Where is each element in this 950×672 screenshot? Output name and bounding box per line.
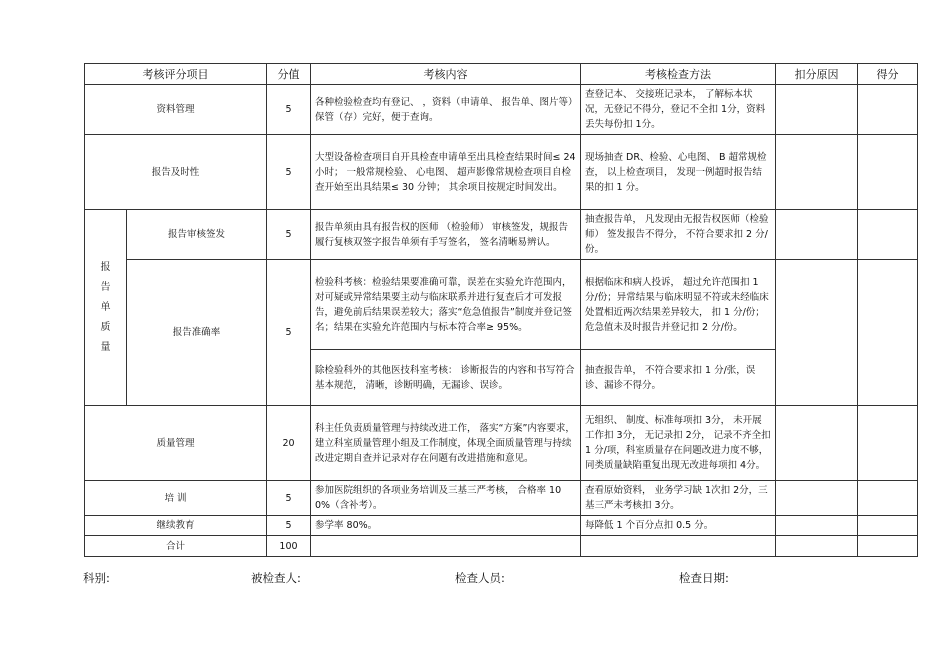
row-item-label: 培 训 [85, 481, 267, 516]
points-cell[interactable] [858, 536, 918, 557]
col-header-deduct-reason: 扣分原因 [776, 64, 858, 85]
deduct-reason-cell[interactable] [776, 481, 858, 516]
row-item-label: 报告及时性 [85, 135, 267, 210]
total-row [85, 536, 918, 557]
total-content-cell [311, 536, 581, 557]
table-row [85, 85, 918, 135]
deduct-reason-cell[interactable] [776, 516, 858, 536]
row-method: 无组织、 制度、标准每项扣 3分， 未开展工作扣 3分， 无记录扣 2分， 记录不齐全扣 1 分/项，科室质量存在问题改进力度不够， 同类质量缺陷重复出现无改进每项扣 4分。 [581, 406, 776, 481]
row-score: 5 [267, 210, 311, 260]
points-cell[interactable] [858, 135, 918, 210]
table-row [85, 406, 918, 481]
row-method: 查登记本、 交接班记录本， 了解标本状况，无登记不得分，登记不全扣 1分，资料丢失每份扣 1分。 [581, 85, 776, 135]
group-label-char: 单 [100, 301, 111, 313]
footer-inspector-label: 检查人员: [455, 571, 505, 585]
header-row [85, 64, 918, 85]
footer-date-label: 检查日期: [679, 571, 729, 585]
footer-dept-label: 科别: [83, 571, 110, 585]
row-score: 5 [267, 481, 311, 516]
row-item-label: 报告准确率 [127, 260, 267, 406]
table-row [85, 210, 918, 260]
row-content: 检验科考核：检验结果要准确可靠，误差在实验允许范围内， 对可疑或异常结果要主动与临床联系并进行复查后才可发报告，避免前后结果误差较大；落实“危急值报告”制度并登记签名；结果在实验允许范围内与标本符合率≥ 95%。 [311, 260, 581, 350]
row-score: 5 [267, 260, 311, 406]
table-row [85, 135, 918, 210]
points-cell[interactable] [858, 85, 918, 135]
points-cell[interactable] [858, 260, 918, 406]
table-row [85, 481, 918, 516]
table-row [85, 260, 918, 350]
col-header-item: 考核评分项目 [85, 64, 267, 85]
row-score: 5 [267, 516, 311, 536]
points-cell[interactable] [858, 210, 918, 260]
row-item-label: 报告审核签发 [127, 210, 267, 260]
row-content: 各种检验检查均有登记、 ，资料（申请单、 报告单、图片等）保管（存）完好，便于查询。 [311, 85, 581, 135]
evaluation-table [84, 63, 918, 557]
deduct-reason-cell[interactable] [776, 85, 858, 135]
row-score: 20 [267, 406, 311, 481]
group-label-char: 报 [100, 261, 111, 273]
row-score: 5 [267, 85, 311, 135]
col-header-method: 考核检查方法 [581, 64, 776, 85]
row-item-label: 继续教育 [85, 516, 267, 536]
col-header-score: 分值 [267, 64, 311, 85]
row-method: 抽查报告单， 凡发现由无报告权医师（检验师） 签发报告不得分， 不符合要求扣 2 分/份。 [581, 210, 776, 260]
col-header-content: 考核内容 [311, 64, 581, 85]
table-row [85, 516, 918, 536]
row-content: 参学率 80%。 [311, 516, 581, 536]
group-label-char: 告 [100, 281, 111, 293]
row-item-label: 资料管理 [85, 85, 267, 135]
row-content: 除检验科外的其他医技科室考核： 诊断报告的内容和书写符合基本规范， 清晰，诊断明确，无漏诊、误诊。 [311, 350, 581, 406]
group-label-char: 质 [100, 321, 111, 333]
row-content: 参加医院组织的各项业务培训及三基三严考核， 合格率 100%（含补考）。 [311, 481, 581, 516]
points-cell[interactable] [858, 516, 918, 536]
row-method: 查看原始资料， 业务学习缺 1次扣 2分，三基三严未考核扣 3分。 [581, 481, 776, 516]
row-content: 科主任负责质量管理与持续改进工作， 落实“方案”内容要求，建立科室质量管理小组及工作制度，体现全面质量管理与持续改进定期自查并记录对存在问题有改进措施和意见。 [311, 406, 581, 481]
col-header-points: 得分 [858, 64, 918, 85]
deduct-reason-cell[interactable] [776, 260, 858, 406]
footer-inspected-label: 被检查人: [251, 571, 301, 585]
total-label: 合计 [85, 536, 267, 557]
deduct-reason-cell[interactable] [776, 536, 858, 557]
deduct-reason-cell[interactable] [776, 135, 858, 210]
row-method: 抽查报告单， 不符合要求扣 1 分/张，误诊、漏诊不得分。 [581, 350, 776, 406]
total-score: 100 [267, 536, 311, 557]
deduct-reason-cell[interactable] [776, 210, 858, 260]
row-method: 根据临床和病人投诉， 超过允许范围扣 1 分/份；异常结果与临床明显不符或未经临床处置相近两次结果差异较大， 扣 1 分/份；危急值未及时报告并登记扣 2 分/份。 [581, 260, 776, 350]
points-cell[interactable] [858, 481, 918, 516]
deduct-reason-cell[interactable] [776, 406, 858, 481]
group-label-char: 量 [100, 341, 111, 353]
row-content: 大型设备检查项目自开具检查申请单至出具检查结果时间≤ 24 小时； 一般常规检验、 心电图、 超声影像常规检查项目自检查开始至出具结果≤ 30 分钟； 其余项目按规定时间发出。 [311, 135, 581, 210]
row-method: 现场抽查 DR、检验、心电图、 B 超常规检查， 以上检查项目， 发现一例超时报告结果的扣 1 分。 [581, 135, 776, 210]
total-method-cell [581, 536, 776, 557]
points-cell[interactable] [858, 406, 918, 481]
row-method: 每降低 1 个百分点扣 0.5 分。 [581, 516, 776, 536]
row-content: 报告单须由具有报告权的医师 （检验师） 审核签发，规报告履行复核双签字报告单须有手写签名， 签名清晰易辨认。 [311, 210, 581, 260]
row-item-label: 质量管理 [85, 406, 267, 481]
row-score: 5 [267, 135, 311, 210]
group-label-report-quality [85, 210, 127, 406]
